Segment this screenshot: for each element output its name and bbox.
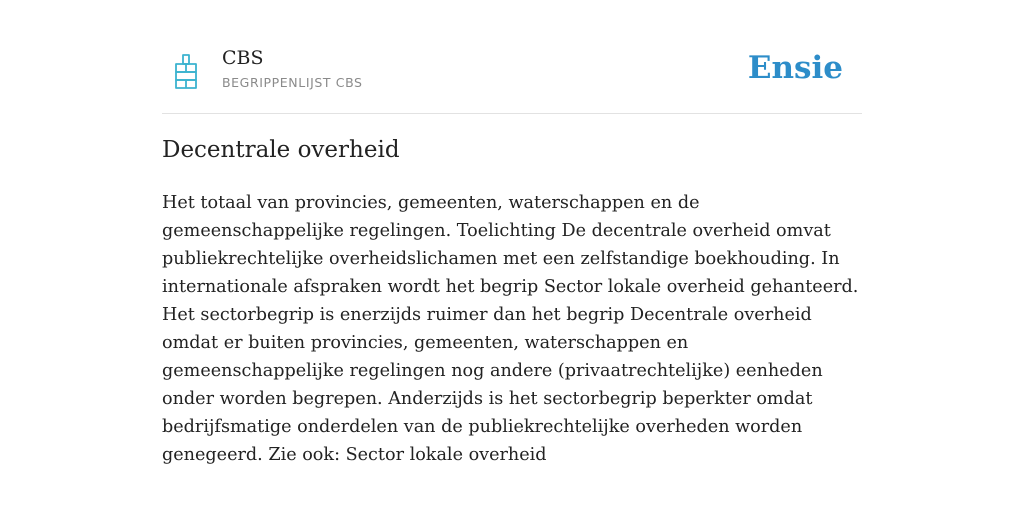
ensie-logo[interactable]: Ensie: [747, 50, 843, 86]
organization-name[interactable]: CBS: [222, 47, 264, 69]
term-definition: Het totaal van provincies, gemeenten, waterschappen en de gemeenschappelijke regelingen. Toelichting De decentrale overheid omvat publiekrechtelijke overheidslichamen met een zelfstandige boekhouding. In internationale afspraken wordt het begrip Sector lokale overheid gehanteerd. Het sectorbegrip is enerzijds ruimer dan het begrip Decentrale overheid omdat er buiten provincies, gemeenten, waterschappen en gemeenschappelijke regelingen nog andere (privaatrechtelijke) eenheden onder worden begrepen. Anderzijds is het sectorbegrip beperkter omdat bedrijfsmatige onderdelen van de publiekrechtelijke overheden worden genegeerd. Zie ook: Sector lokale overheid: [162, 193, 859, 465]
cbs-logo-icon[interactable]: [172, 54, 200, 90]
page-header: [162, 40, 862, 114]
glossary-subtitle[interactable]: BEGRIPPENLIJST CBS: [222, 75, 363, 90]
term-title: Decentrale overheid: [162, 137, 400, 163]
